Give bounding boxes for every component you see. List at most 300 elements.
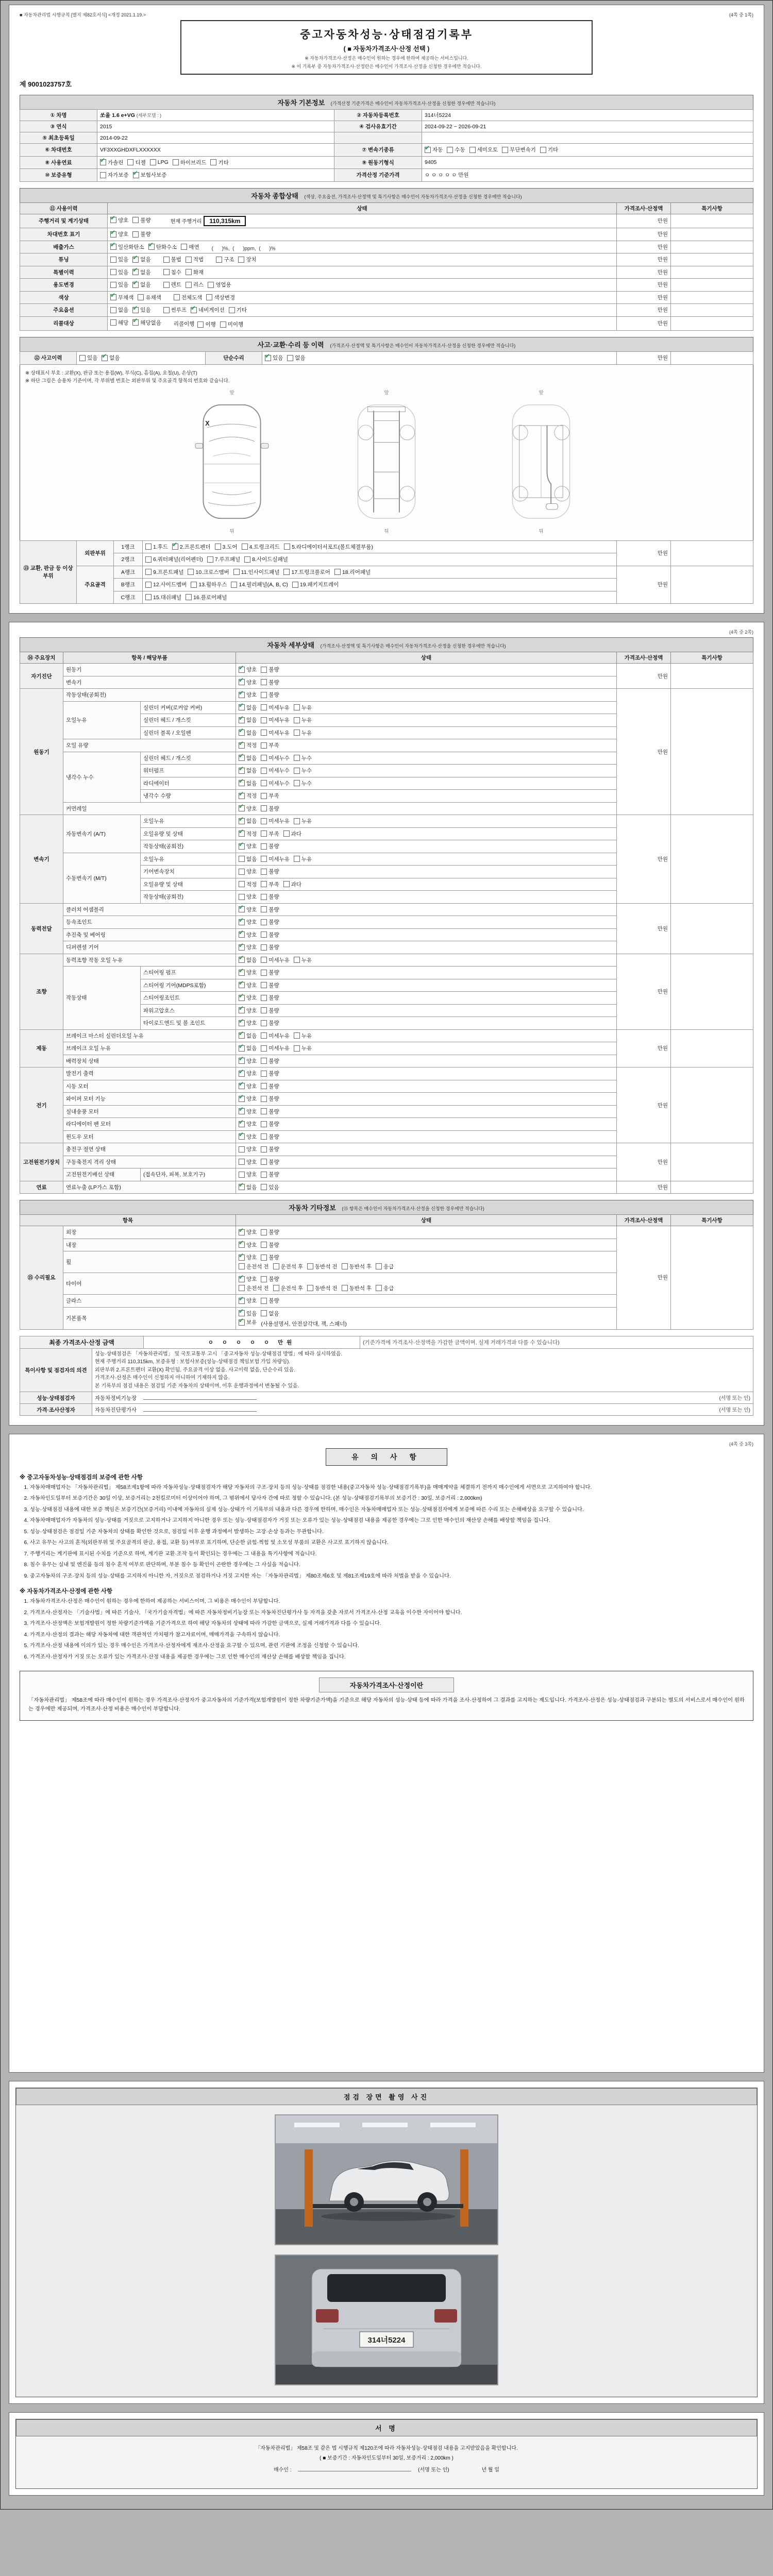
table-row: [20, 1336, 753, 1348]
checkbox-box-icon: [220, 321, 226, 328]
remark-cell: [671, 1067, 753, 1143]
overall-row: [20, 266, 753, 279]
checkbox-box-icon: [273, 1263, 279, 1269]
checkbox-box-icon: [132, 217, 139, 223]
checkbox-불법[interactable]: [163, 256, 181, 263]
checkbox-없음[interactable]: [239, 1183, 257, 1191]
checkbox-불량[interactable]: [261, 1120, 279, 1128]
subitem-cell: 스티어링조인트: [141, 992, 236, 1005]
checkbox-label: 썬루프: [171, 307, 187, 313]
checkbox-양호[interactable]: [239, 918, 257, 926]
checkbox-양호[interactable]: [239, 1057, 257, 1065]
current-mileage-value: 110,315km: [204, 216, 246, 226]
checkbox-box-icon: [133, 172, 139, 178]
checkbox-응급[interactable]: [376, 1284, 394, 1292]
checkbox-불량[interactable]: [261, 1297, 279, 1304]
checkbox-운전석 후[interactable]: [273, 1284, 304, 1292]
checkbox-label: 양호: [246, 982, 257, 989]
checkbox-동반석 후[interactable]: [342, 1284, 372, 1292]
notices-list-1: [20, 1484, 753, 1581]
checkbox-불량[interactable]: [261, 1070, 279, 1077]
checkbox-있음[interactable]: [110, 256, 128, 263]
section-title: 자동차 기타정보: [289, 1204, 336, 1212]
state-cell: [236, 1055, 617, 1067]
checkbox-운전석 전[interactable]: [239, 1284, 269, 1292]
checkbox-침수[interactable]: [163, 268, 181, 276]
device-row: [20, 815, 753, 828]
checkbox-불량[interactable]: [261, 1007, 279, 1014]
checkbox-양호[interactable]: [239, 943, 257, 951]
checkbox-1.후드[interactable]: [145, 543, 168, 551]
checkbox-label: 없음: [246, 704, 257, 711]
checkbox-label: 14.필러패널(A, B, C): [239, 582, 288, 588]
checkbox-불량[interactable]: [132, 230, 150, 238]
checkbox-box-icon: [150, 159, 156, 165]
checkbox-있음[interactable]: [79, 354, 97, 362]
checkbox-box-icon: [239, 717, 245, 723]
checkbox-label: 4.트렁크리드: [249, 544, 280, 550]
checkbox-구조[interactable]: [216, 256, 234, 263]
checkbox-누수[interactable]: [294, 767, 312, 774]
checkbox-label: 양호: [246, 1242, 257, 1248]
state-cell: [236, 752, 617, 765]
checkbox-미세누유[interactable]: [261, 716, 290, 724]
remark-cell: [671, 903, 753, 954]
checkbox-양호[interactable]: [239, 906, 257, 913]
checkbox-11.인사이드패널[interactable]: [233, 568, 280, 576]
checkbox-label: 화재: [193, 269, 204, 276]
checkbox-13.휠하우스[interactable]: [191, 581, 227, 588]
checkbox-불량[interactable]: [261, 1133, 279, 1141]
checkbox-label: 1.후드: [153, 544, 169, 550]
checkbox-탄화수소[interactable]: [148, 243, 177, 251]
checkbox-box-icon: [239, 856, 245, 862]
checkbox-미세누수[interactable]: [261, 767, 290, 774]
checkbox-label: 있음: [273, 355, 283, 361]
device-header: ⑭ 주요장치: [20, 652, 63, 664]
checkbox-불량[interactable]: [261, 1241, 279, 1249]
checkbox-없음[interactable]: [239, 716, 257, 724]
page-mark: (4쪽 중 2쪽): [729, 630, 753, 635]
checkbox-양호[interactable]: [239, 1171, 257, 1178]
checkbox-label: 불량: [268, 1058, 279, 1064]
checkbox-양호[interactable]: [239, 1253, 257, 1261]
checkbox-없음[interactable]: [239, 779, 257, 787]
checkbox-누유[interactable]: [294, 817, 312, 825]
checkbox-누수[interactable]: [294, 779, 312, 787]
panel-item-options: [143, 591, 617, 604]
option-group: [110, 216, 155, 225]
checkbox-양호[interactable]: [239, 1133, 257, 1141]
checkbox-과다[interactable]: [283, 880, 301, 888]
checkbox-17.트렁크플로어[interactable]: [283, 568, 330, 576]
checkbox-장치[interactable]: [238, 256, 256, 263]
checkbox-하이브리드[interactable]: [173, 159, 207, 166]
checkbox-무채색[interactable]: [110, 294, 133, 301]
checkbox-8.사이드실패널[interactable]: [244, 555, 288, 563]
checkbox-미세누유[interactable]: [261, 704, 290, 711]
checkbox-보험사보증[interactable]: [133, 171, 167, 179]
checkbox-box-icon: [261, 931, 267, 938]
checkbox-미세누유[interactable]: [261, 1032, 290, 1040]
checkbox-불량[interactable]: [261, 1057, 279, 1065]
checkbox-누유[interactable]: [294, 729, 312, 737]
checkbox-불량[interactable]: [261, 969, 279, 976]
checkbox-부족[interactable]: [261, 830, 279, 838]
checkbox-부족[interactable]: [261, 741, 279, 749]
checkbox-label: 없음: [268, 1310, 279, 1317]
device-row: [20, 1143, 753, 1156]
overall-status-table: [20, 202, 753, 331]
checkbox-box-icon: [239, 679, 245, 685]
checkbox-디젤[interactable]: [127, 159, 145, 166]
state-cell: [236, 827, 617, 840]
checkbox-label: 2.프론트펜더: [180, 544, 211, 550]
remark-cell: [671, 954, 753, 1029]
checkbox-불량[interactable]: [261, 1108, 279, 1115]
checkbox-불량[interactable]: [261, 1275, 279, 1283]
checkbox-불량[interactable]: [261, 1158, 279, 1166]
checkbox-없음[interactable]: [239, 1032, 257, 1040]
checkbox-양호[interactable]: [110, 216, 128, 224]
device-row: [20, 1067, 753, 1080]
checkbox-누유[interactable]: [294, 1044, 312, 1052]
checkbox-label: 불량: [268, 1229, 279, 1235]
checkbox-3.도어[interactable]: [215, 543, 238, 551]
checkbox-보유[interactable]: [239, 1318, 257, 1326]
device-cell: 원동기: [20, 689, 63, 815]
checkbox-썬루프[interactable]: [163, 306, 187, 314]
accident-history-label: ⑫ 사고이력: [20, 352, 77, 365]
checkbox-있음[interactable]: [265, 354, 283, 362]
checkbox-label: 일산화탄소: [118, 244, 144, 250]
checkbox-렌트[interactable]: [163, 281, 181, 289]
checkbox-있음[interactable]: [261, 1183, 279, 1191]
checkbox-수동[interactable]: [447, 146, 465, 154]
price-header: 가격조사·산정액: [617, 652, 671, 664]
definition-text: 「자동차관리법」 제58조에 따라 매수인이 원하는 경우 가격조사·산정자가 중고자동차의 기준가격(보험개발원이 정한 차량기준가액)을 기준으로 해당 자동차의 성능·상태 등에 따라 가격을 조사·산정하여 그 결과를 고지하는 제도입니다. 가격조사·산정은 성능·상태점검과 구분되는 별도의 서비스로서 매수인이 원하는 경우에만 제공되며, 가격조사·산정 비용은 매수인이 부담합니다.: [28, 1698, 745, 1713]
checkbox-적정[interactable]: [239, 830, 257, 838]
checkbox-box-icon: [239, 692, 245, 698]
checkbox-미세누수[interactable]: [261, 754, 290, 762]
checkbox-없음[interactable]: [239, 767, 257, 774]
checkbox-9.프론트패널[interactable]: [145, 568, 183, 576]
subitem-cell: 타이로드엔드 및 볼 조인트: [141, 1017, 236, 1030]
checkbox-12.사이드멤버[interactable]: [145, 581, 187, 588]
checkbox-없음[interactable]: [239, 729, 257, 737]
checkbox-없음[interactable]: [132, 268, 150, 276]
table-row: [20, 132, 753, 144]
checkbox-있음[interactable]: [239, 1310, 257, 1317]
diagram-panel: [20, 365, 753, 541]
checkbox-label: 없음: [140, 257, 151, 263]
checkbox-과다[interactable]: [283, 830, 301, 838]
checkbox-적정[interactable]: [239, 741, 257, 749]
checkbox-불량[interactable]: [261, 666, 279, 673]
checkbox-양호[interactable]: [239, 691, 257, 699]
inspector-signature-field[interactable]: [143, 1394, 257, 1400]
state-cell: [236, 1156, 617, 1168]
price-cell: 만원: [617, 214, 671, 228]
checkbox-누유[interactable]: [294, 855, 312, 863]
checkbox-7.루프패널[interactable]: [207, 555, 240, 563]
checkbox-불량[interactable]: [261, 994, 279, 1002]
checkbox-양호[interactable]: [239, 1108, 257, 1115]
checkbox-없음[interactable]: [239, 1044, 257, 1052]
usage-item-label: 튜닝: [20, 253, 108, 266]
checkbox-부족[interactable]: [261, 880, 279, 888]
engine-type-value: 9405: [422, 156, 753, 169]
checkbox-box-icon: [216, 257, 222, 263]
checkbox-box-icon: [174, 294, 180, 300]
remark-cell: [671, 304, 753, 317]
checkbox-불량[interactable]: [261, 893, 279, 901]
checkbox-무단변속기[interactable]: [502, 146, 536, 154]
checkbox-15.대쉬패널[interactable]: [145, 594, 181, 601]
checkbox-불량[interactable]: [261, 1082, 279, 1090]
checkbox-불량[interactable]: [261, 981, 279, 989]
checkbox-양호[interactable]: [239, 679, 257, 686]
checkbox-불량[interactable]: [261, 931, 279, 939]
checkbox-누유[interactable]: [294, 716, 312, 724]
checkbox-양호[interactable]: [239, 1241, 257, 1249]
checkbox-양호[interactable]: [239, 1095, 257, 1103]
checkbox-label: 불법: [171, 257, 181, 263]
item-cell: 작동상태(공회전): [63, 689, 236, 702]
notice-item: 3. 가격조사·산정액은 보험개발원이 정한 차량기준가액을 기준가격으로 하여 해당 자동차의 상태에 따라 가감한 금액으로, 실제 거래가격과 다를 수 있습니다.: [30, 1620, 753, 1628]
checkbox-세미오토[interactable]: [469, 146, 498, 154]
checkbox-label: 없음: [246, 730, 257, 736]
checkbox-6.쿼터패널(리어펜더)[interactable]: [145, 555, 203, 563]
checkbox-label: 불량: [268, 1146, 279, 1153]
checkbox-미세누유[interactable]: [261, 1044, 290, 1052]
checkbox-전체도색[interactable]: [174, 294, 203, 301]
checkbox-불량[interactable]: [261, 868, 279, 875]
checkbox-16.플로어패널[interactable]: [186, 594, 227, 601]
notice-item: 1. 자동차가격조사·산정은 매수인이 원하는 경우에 한하여 제공하는 서비스이며, 그 비용은 매수인이 부담합니다.: [30, 1598, 753, 1606]
checkbox-불량[interactable]: [261, 805, 279, 812]
checkbox-box-icon: [110, 244, 116, 250]
checkbox-box-icon: [110, 269, 116, 275]
checkbox-양호[interactable]: [239, 1120, 257, 1128]
checkbox-해당없음[interactable]: [132, 319, 161, 327]
checkbox-운전석 후[interactable]: [273, 1263, 304, 1270]
appraiser-signature-field[interactable]: [143, 1405, 257, 1412]
checkbox-미세누유[interactable]: [261, 855, 290, 863]
checkbox-없음[interactable]: [239, 956, 257, 964]
checkbox-있음[interactable]: [132, 306, 150, 314]
checkbox-자동[interactable]: [425, 146, 443, 154]
checkbox-리스[interactable]: [186, 281, 204, 289]
checkbox-응급[interactable]: [376, 1263, 394, 1270]
checkbox-불량[interactable]: [261, 1019, 279, 1027]
checkbox-미세누유[interactable]: [261, 817, 290, 825]
checkbox-누수[interactable]: [294, 754, 312, 762]
checkbox-box-icon: [334, 569, 341, 575]
checkbox-5.라디에이터서포트(볼트체결부품)[interactable]: [284, 543, 373, 551]
checkbox-양호[interactable]: [239, 893, 257, 901]
checkbox-불량[interactable]: [261, 842, 279, 850]
checkbox-label: 11.인사이드패널: [241, 569, 280, 575]
checkbox-운전석 전[interactable]: [239, 1263, 269, 1270]
checkbox-없음[interactable]: [239, 855, 257, 863]
checkbox-기타[interactable]: [540, 146, 558, 154]
state-header: 상태: [236, 1215, 617, 1226]
checkbox-label: 있음: [140, 307, 151, 313]
checkbox-자가보증[interactable]: [100, 171, 129, 179]
item-cell: 윈도우 모터: [63, 1130, 236, 1143]
checkbox-불량[interactable]: [261, 918, 279, 926]
state-cell: [236, 1105, 617, 1118]
buyer-label: 매수인 :: [274, 2467, 292, 2473]
checkbox-label: 없음: [109, 355, 120, 361]
checkbox-label: 없음: [246, 957, 257, 963]
checkbox-양호[interactable]: [110, 230, 128, 238]
checkbox-해당[interactable]: [110, 319, 128, 327]
checkbox-부족[interactable]: [261, 792, 279, 800]
checkbox-적정[interactable]: [239, 880, 257, 888]
checkbox-영업용[interactable]: [208, 281, 231, 289]
checkbox-불량[interactable]: [261, 1228, 279, 1236]
checkbox-기타[interactable]: [229, 306, 247, 314]
checkbox-유채색[interactable]: [138, 294, 161, 301]
checkbox-19.패키지트레이[interactable]: [292, 581, 339, 588]
checkbox-미세누유[interactable]: [261, 956, 290, 964]
checkbox-양호[interactable]: [239, 666, 257, 673]
checkbox-양호[interactable]: [239, 981, 257, 989]
checkbox-있음[interactable]: [110, 268, 128, 276]
checkbox-box-icon: [239, 805, 245, 811]
checkbox-양호[interactable]: [239, 1007, 257, 1014]
checkbox-box-icon: [261, 957, 267, 963]
checkbox-색상변경[interactable]: [206, 294, 235, 301]
checkbox-불량[interactable]: [261, 1095, 279, 1103]
checkbox-기타[interactable]: [210, 159, 228, 166]
checkbox-없음[interactable]: [132, 256, 150, 263]
checkbox-label: 부족: [268, 793, 279, 799]
checkbox-box-icon: [239, 742, 245, 749]
checkbox-양호[interactable]: [239, 1145, 257, 1153]
checkbox-label: 없음: [246, 755, 257, 761]
checkbox-미이행[interactable]: [220, 320, 243, 328]
checkbox-4.트렁크리드[interactable]: [242, 543, 280, 551]
checkbox-양호[interactable]: [239, 994, 257, 1002]
state-cell: [236, 1080, 617, 1093]
checkbox-적법[interactable]: [186, 256, 204, 263]
checkbox-양호[interactable]: [239, 1019, 257, 1027]
checkbox-일산화탄소[interactable]: [110, 243, 144, 251]
checkbox-box-icon: [239, 881, 245, 887]
checkbox-매연[interactable]: [181, 243, 199, 251]
checkbox-10.크로스멤버[interactable]: [188, 568, 229, 576]
checkbox-누유[interactable]: [294, 956, 312, 964]
checkbox-불량[interactable]: [261, 943, 279, 951]
checkbox-18.리어패널[interactable]: [334, 568, 371, 576]
device-cell: 제동: [20, 1029, 63, 1067]
checkbox-없음[interactable]: [261, 1310, 279, 1317]
checkbox-양호[interactable]: [239, 1158, 257, 1166]
table-row: [20, 121, 753, 132]
checkbox-있음[interactable]: [110, 281, 128, 289]
state-cell: [236, 941, 617, 954]
checkbox-불량[interactable]: [261, 679, 279, 686]
checkbox-불량[interactable]: [132, 216, 150, 224]
checkbox-양호[interactable]: [239, 868, 257, 875]
checkbox-불량[interactable]: [261, 1253, 279, 1261]
checkbox-양호[interactable]: [239, 1228, 257, 1236]
checkbox-14.필러패널(A, B, C)[interactable]: [231, 581, 288, 588]
checkbox-양호[interactable]: [239, 842, 257, 850]
checkbox-미세누유[interactable]: [261, 729, 290, 737]
checkbox-label: 없음: [140, 282, 151, 288]
state-cell: [236, 790, 617, 803]
price-cell: 만원: [617, 689, 671, 815]
checkbox-동반석 후[interactable]: [342, 1263, 372, 1270]
checkbox-적정[interactable]: [239, 792, 257, 800]
device-row: [20, 1226, 753, 1239]
checkbox-동반석 전[interactable]: [307, 1284, 338, 1292]
checkbox-이행[interactable]: [197, 320, 215, 328]
checkbox-LPG[interactable]: [150, 159, 169, 165]
checkbox-box-icon: [244, 556, 250, 563]
checkbox-label: 양호: [246, 1083, 257, 1090]
item-cell: 오일 유량: [63, 739, 236, 752]
checkbox-없음[interactable]: [102, 354, 120, 362]
checkbox-미세누수[interactable]: [261, 779, 290, 787]
subitem-cell: 냉각수 수량: [141, 790, 236, 803]
checkbox-불량[interactable]: [261, 691, 279, 699]
checkbox-양호[interactable]: [239, 931, 257, 939]
checkbox-label: 불량: [268, 667, 279, 673]
checkbox-불량[interactable]: [261, 1171, 279, 1178]
checkbox-네비게이션[interactable]: [191, 306, 225, 314]
checkbox-없음[interactable]: [287, 354, 305, 362]
checkbox-양호[interactable]: [239, 1297, 257, 1304]
buyer-signature-field[interactable]: [298, 2465, 411, 2471]
checkbox-box-icon: [239, 768, 245, 774]
checkbox-없음[interactable]: [132, 281, 150, 289]
checkbox-없음[interactable]: [110, 306, 128, 314]
checkbox-양호[interactable]: [239, 1082, 257, 1090]
option-group: [110, 280, 155, 289]
checkbox-양호[interactable]: [239, 1070, 257, 1077]
checkbox-box-icon: [261, 1032, 267, 1039]
checkbox-label: 18.리어패널: [342, 569, 371, 575]
checkbox-없음[interactable]: [239, 704, 257, 711]
item-cell: 브레이크 마스터 실린더오일 누유: [63, 1029, 236, 1042]
state-cell: [236, 891, 617, 904]
checkbox-불량[interactable]: [261, 1145, 279, 1153]
checkbox-누유[interactable]: [294, 1032, 312, 1040]
checkbox-label: 양호: [246, 906, 257, 913]
checkbox-화재[interactable]: [186, 268, 204, 276]
checkbox-없음[interactable]: [239, 817, 257, 825]
checkbox-2.프론트펜더[interactable]: [172, 543, 210, 551]
checkbox-양호[interactable]: [239, 805, 257, 812]
checkbox-box-icon: [261, 1045, 267, 1052]
checkbox-동반석 전[interactable]: [307, 1263, 338, 1270]
option-group: [110, 318, 165, 327]
checkbox-불량[interactable]: [261, 906, 279, 913]
special-note-line: 본 기록부의 점검 내용은 점검일 기준 자동차의 상태이며, 이후 운행과정에서 변동될 수 있음.: [95, 1383, 299, 1389]
checkbox-label: 매연: [189, 244, 199, 250]
checkbox-양호[interactable]: [239, 1275, 257, 1283]
checkbox-누유[interactable]: [294, 704, 312, 711]
checkbox-없음[interactable]: [239, 754, 257, 762]
checkbox-가솔린[interactable]: [100, 159, 123, 166]
checkbox-box-icon: [132, 282, 139, 288]
checkbox-양호[interactable]: [239, 969, 257, 976]
